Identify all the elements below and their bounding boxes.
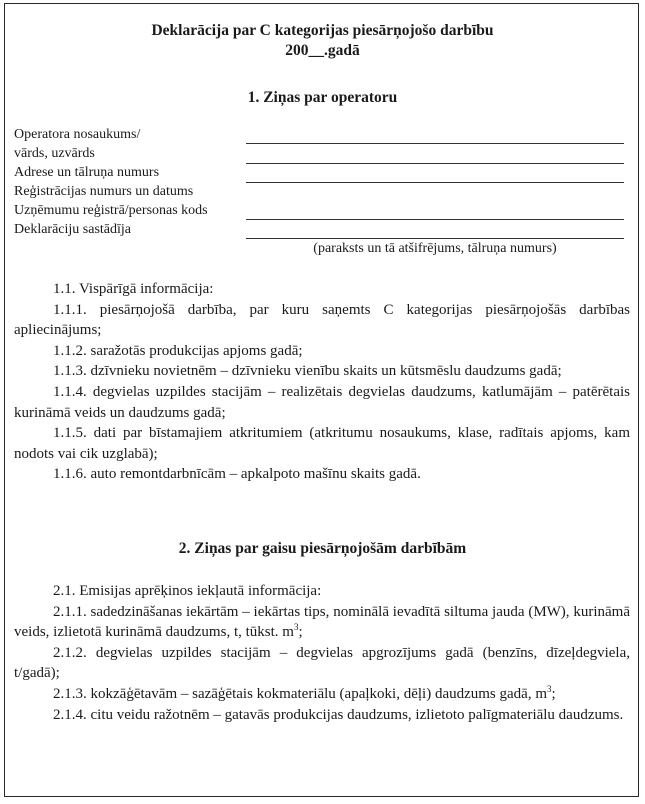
section1-body	[14, 279, 630, 485]
form-label-registration: Reģistrācijas numurs un datums	[14, 184, 194, 199]
item-1-1: 1.1. Vispārīgā informācija:	[53, 281, 214, 297]
signature-caption: (paraksts un tā atšifrējums, tālruņa numurs)	[313, 241, 557, 256]
item-1-1-1: 1.1.1. piesārņojošā darbība, par kuru saņemts C kategorijas piesārņojošās darbības apliecinājums;	[14, 301, 630, 339]
section2-heading: 2. Ziņas par gaisu piesārņojošām darbībām	[178, 540, 467, 557]
form-label-address-phone: Adrese un tālruņa numurs	[14, 165, 160, 180]
operator-name-line[interactable]	[246, 143, 624, 144]
section2-body	[14, 581, 630, 725]
form-label-compiled-by: Deklarāciju sastādīja	[14, 222, 132, 237]
address-phone-line[interactable]	[246, 182, 624, 183]
form-label-company-code: Uzņēmumu reģistrā/personas kods	[14, 203, 208, 218]
superscript: 3	[293, 622, 299, 633]
item-2-1: 2.1. Emisijas aprēķinos iekļautā informācija:	[53, 583, 322, 599]
document-year: 200__.gadā	[285, 42, 360, 59]
item-2-1-4: 2.1.4. citu veidu ražotnēm – gatavās produkcijas daudzums, izlietoto palīgmateriālu daudzums.	[53, 706, 624, 723]
item-2-1-2: 2.1.2. degvielas uzpildes stacijām – degvielas apgrozījums gadā (benzīns, dīzeļdegviela, t/gadā);	[14, 644, 630, 682]
item-2-1-1-end: ;	[298, 624, 303, 641]
section1-heading: 1. Ziņas par operatoru	[247, 89, 398, 106]
signature-line[interactable]	[246, 238, 624, 239]
item-2-1-1-text: 2.1.1. sadedzināšanas iekārtām – iekārtas tips, nominālā ievadītā siltuma jauda (MW), kurināmā veids, izlietotā kurināmā daudzums, t, tūkst. m	[14, 603, 630, 641]
item-1-1-5: 1.1.5. dati par bīstamajiem atkritumiem (atkritumu nosaukums, klase, radītais apjoms, kam nodots vai cik uzglabā);	[14, 425, 630, 462]
form-label-full-name: vārds, uzvārds	[14, 146, 95, 161]
company-code-line[interactable]	[246, 219, 624, 220]
form-label-operator-name: Operatora nosaukums/	[14, 127, 141, 142]
item-2-1-3-text: 2.1.3. kokzāģētavām – sazāģētais kokmateriālu (apaļkoki, dēļi) daudzums gadā, m	[53, 685, 547, 702]
full-name-line[interactable]	[246, 163, 624, 164]
item-2-1-1	[14, 602, 630, 643]
item-2-1-3	[14, 684, 630, 705]
superscript: 3	[547, 683, 552, 694]
document-title: Deklarācija par C kategorijas piesārņojošo darbību	[151, 22, 494, 39]
item-1-1-4: 1.1.4. degvielas uzpildes stacijām – realizētais degvielas daudzums, katlumājām – patērētais kurināmā veids un daudzums gadā;	[14, 383, 630, 421]
item-1-1-2: 1.1.2. saražotās produkcijas apjoms gadā;	[53, 342, 303, 359]
item-1-1-3: 1.1.3. dzīvnieku novietnēm – dzīvnieku vienību skaits un kūtsmēslu daudzums gadā;	[53, 363, 562, 380]
item-1-1-6: 1.1.6. auto remontdarbnīcām – apkalpoto mašīnu skaits gadā.	[53, 466, 421, 483]
item-2-1-3-end: ;	[551, 685, 556, 702]
